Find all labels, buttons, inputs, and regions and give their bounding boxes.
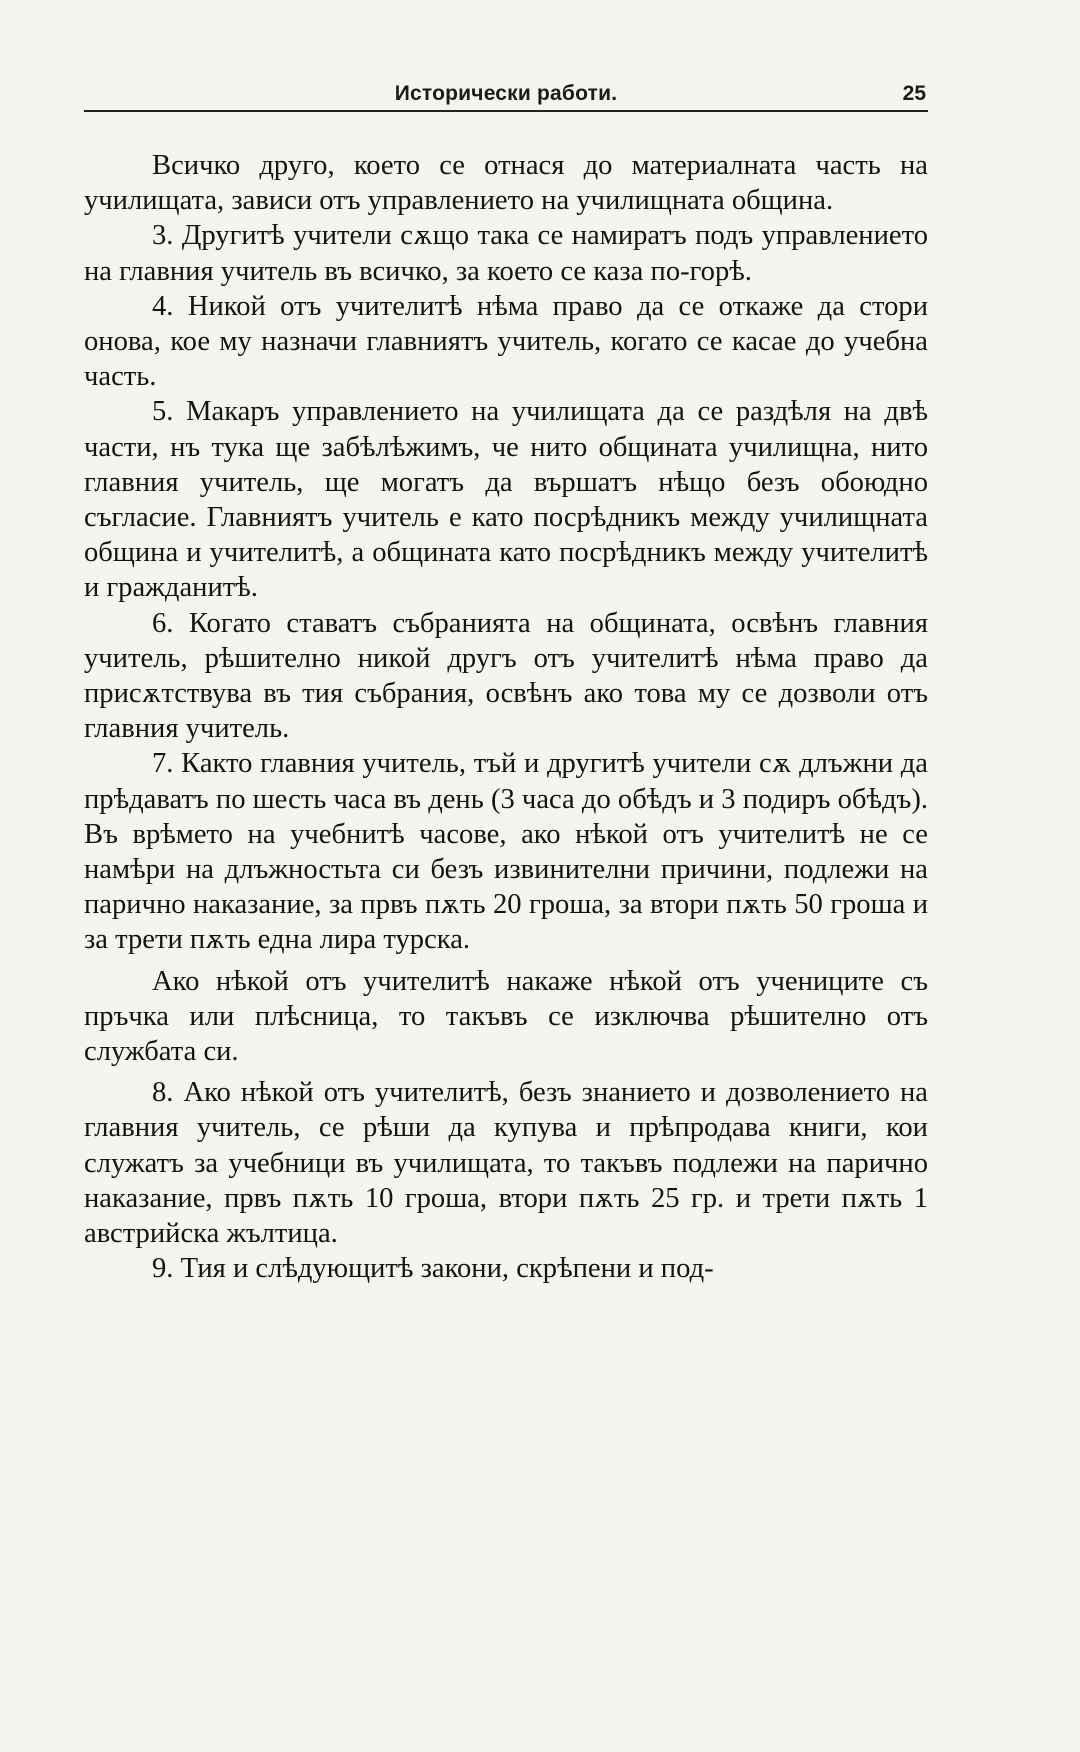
- paragraph-intro: Всичко друго, което се отнася до материалната часть на училищата, зависи отъ управлението на училищната община.: [84, 150, 928, 217]
- running-title: Исторически работи.: [394, 82, 618, 105]
- paragraph-4: 4. Никой отъ учителитѣ нѣма право да се откаже да стори онова, кое му назначи главниятъ учитель, когато се касае до учебна часть.: [84, 290, 928, 393]
- paragraph-7: 7. Както главния учитель, тъй и другитѣ учители сѫ длъжни да прѣдаватъ по шесть часа въ день (3 часа до обѣдъ и 3 подиръ обѣдъ). Въ врѣмето на учебнитѣ часове, ако нѣкой отъ учителитѣ не се намѣри на длъжностьта си безъ извинителни причини, подлежи на парично наказание, за првъ пѫть 20 гроша, за втори пѫть 50 гроша и за трети пѫть една лира турска.: [84, 748, 928, 956]
- header-rule: [84, 110, 928, 112]
- paragraph-9: 9. Тия и слѣдующитѣ закони, скрѣпени и под-: [152, 1253, 714, 1285]
- page-header: [84, 78, 928, 118]
- paragraph-8: 8. Ако нѣкой отъ учителитѣ, безъ знанието и дозволението на главния учитель, се рѣши да купува и прѣпродава книги, кои служатъ за учебници въ училищата, то такъвъ подлежи на парично наказание, првъ пѫть 10 гроша, втори пѫть 25 гр. и трети пѫть 1 австрийска жълтица.: [84, 1077, 928, 1250]
- paragraph-6: 6. Когато ставатъ събранията на общината, освѣнъ главния учитель, рѣшително никой другъ отъ учителитѣ нѣма право да присѫтствува въ тия събрания, освѣнъ ако това му се дозволи отъ главния учитель.: [84, 607, 928, 745]
- paragraph-punishment: Ако нѣкой отъ учителитѣ накаже нѣкой отъ учениците съ пръчка или плѣсница, то такъвъ се изключва рѣшително отъ службата си.: [84, 965, 928, 1068]
- body-text: [84, 148, 928, 1287]
- paragraph-5: 5. Макаръ управлението на училищата да се раздѣля на двѣ части, нъ тука ще забѣлѣжимъ, че нито общината училищна, нито главния учитель, ще могатъ да вършатъ нѣщо безъ обоюдно съгласие. Главниятъ учитель е като посрѣдникъ между училищната община и учителитѣ, а общината като посрѣдникъ между учителитѣ и гражданитѣ.: [84, 396, 928, 604]
- page-number: 25: [902, 82, 926, 105]
- paragraph-3: 3. Другитѣ учители сѫщо така се намиратъ подъ управлението на главния учитель въ всичко, за което се каза по-горѣ.: [84, 220, 928, 287]
